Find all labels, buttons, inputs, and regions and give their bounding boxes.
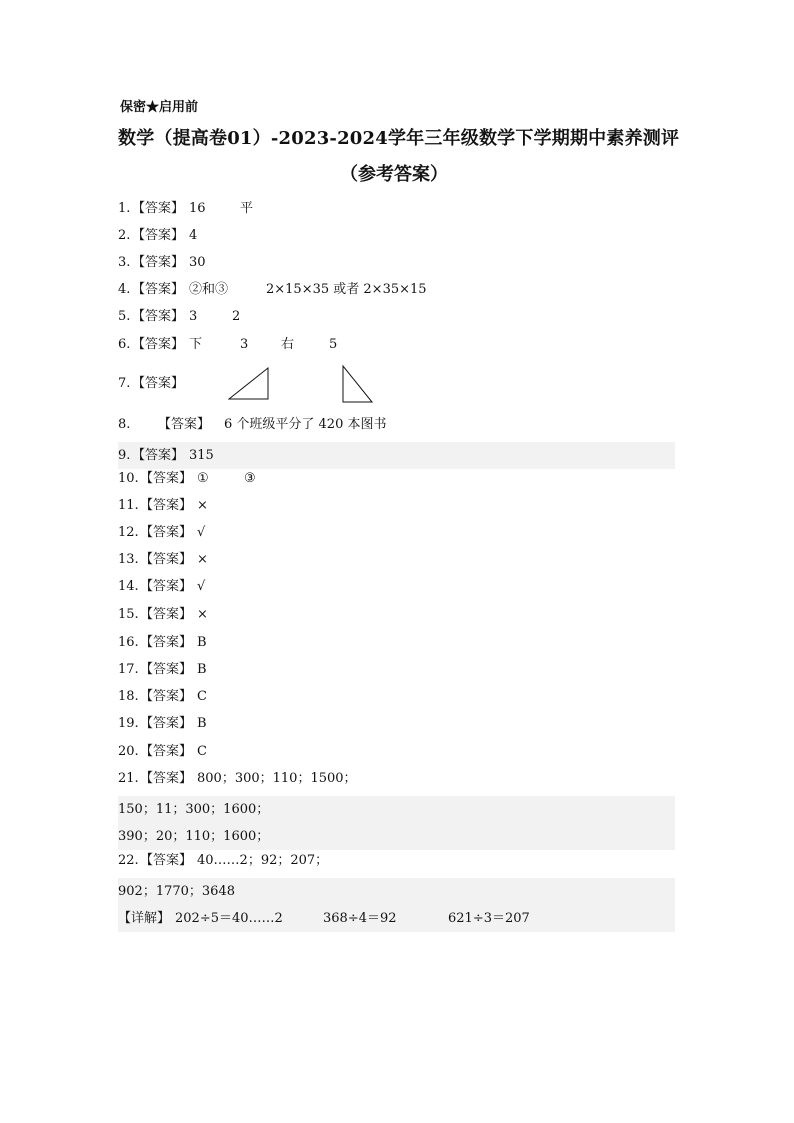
- answer-value: ①: [197, 471, 209, 486]
- answer-value: 2: [232, 309, 241, 324]
- answer-line-21-cont-1: [118, 796, 675, 823]
- detail-line-22: [118, 905, 675, 932]
- answer-line-15: [118, 601, 675, 628]
- question-number: 22.: [118, 853, 139, 868]
- answer-tag: 【答案】: [140, 498, 193, 513]
- answer-value: 右: [281, 337, 295, 352]
- answer-value: 5: [329, 337, 338, 352]
- answer-value: ②和③: [189, 282, 229, 297]
- answer-line-20: [118, 738, 675, 765]
- answer-line-5: [118, 303, 675, 330]
- answer-tag: 【答案】: [140, 579, 193, 594]
- answer-tag: 【答案】: [132, 337, 185, 352]
- answer-tag: 【答案】: [158, 417, 211, 432]
- answer-line-17: [118, 656, 675, 683]
- question-number: 9.: [118, 448, 131, 463]
- answer-tag: 【答案】: [140, 525, 193, 540]
- answer-line-22: [118, 847, 675, 874]
- answer-tag: 【答案】: [132, 282, 185, 297]
- question-number: 19.: [118, 716, 139, 731]
- detail-step: 202÷5＝40……2: [175, 911, 283, 926]
- detail-step: 368÷4＝92: [323, 911, 397, 926]
- answer-value: 40……2；92；207；: [197, 853, 329, 868]
- answer-line-13: [118, 546, 675, 573]
- answer-line-19: [118, 710, 675, 737]
- answer-value: 16: [189, 201, 206, 216]
- answer-tag: 【答案】: [140, 552, 193, 567]
- answer-value: √: [197, 579, 206, 594]
- answer-value: 下: [189, 337, 203, 352]
- answer-value: C: [197, 744, 207, 759]
- answer-value: B: [197, 635, 207, 650]
- question-number: 10.: [118, 471, 139, 486]
- question-number: 3.: [118, 255, 131, 270]
- answer-value: 150；11；300；1600；: [118, 802, 270, 817]
- answer-tag: 【答案】: [132, 255, 185, 270]
- answer-value: 315: [189, 448, 214, 463]
- answer-line-6: [118, 331, 675, 358]
- answer-line-3: [118, 249, 675, 276]
- answer-tag: 【答案】: [132, 309, 185, 324]
- answer-line-8: [118, 411, 675, 438]
- question-number: 7.: [118, 376, 131, 391]
- question-number: 2.: [118, 228, 131, 243]
- answer-line-16: [118, 629, 675, 656]
- answer-line-14: [118, 573, 675, 600]
- question-number: 16.: [118, 635, 139, 650]
- answer-value: 800；300；110；1500；: [197, 771, 357, 786]
- answer-tag: 【答案】: [140, 716, 193, 731]
- answer-tag: 【答案】: [140, 853, 193, 868]
- question-number: 13.: [118, 552, 139, 567]
- answer-value: 30: [189, 255, 206, 270]
- question-number: 20.: [118, 744, 139, 759]
- question-number: 18.: [118, 689, 139, 704]
- answer-value: B: [197, 716, 207, 731]
- answer-value: √: [197, 525, 206, 540]
- answer-tag: 【答案】: [132, 376, 185, 391]
- answer-line-12: [118, 519, 675, 546]
- answer-tag: 【答案】: [132, 448, 185, 463]
- answer-line-7: [118, 370, 675, 397]
- right-triangle-answer-1: [228, 366, 272, 402]
- answer-value: C: [197, 689, 207, 704]
- answer-tag: 【答案】: [140, 635, 193, 650]
- answer-value: 2×15×35 或者 2×35×15: [266, 282, 427, 297]
- question-number: 8.: [118, 417, 131, 432]
- answer-line-21-cont-2: [118, 823, 675, 850]
- answer-tag: 【答案】: [140, 771, 193, 786]
- question-number: 14.: [118, 579, 139, 594]
- question-number: 11.: [118, 498, 139, 513]
- page-title: 数学（提高卷01）-2023-2024学年三年级数学下学期期中素养测评: [118, 128, 680, 149]
- answer-line-11: [118, 492, 675, 519]
- question-number: 21.: [118, 771, 139, 786]
- answer-value: B: [197, 662, 207, 677]
- answer-tag: 【答案】: [132, 228, 185, 243]
- answer-value: 平: [240, 201, 254, 216]
- question-number: 1.: [118, 201, 131, 216]
- answer-tag: 【答案】: [140, 607, 193, 622]
- answer-value: ×: [197, 498, 208, 513]
- answer-value: 3: [240, 337, 249, 352]
- answer-line-2: [118, 222, 675, 249]
- answer-line-22-cont: [118, 878, 675, 905]
- answer-value: ×: [197, 552, 208, 567]
- answer-value: 6 个班级平分了 420 本图书: [224, 417, 387, 432]
- detail-step: 621÷3＝207: [448, 911, 530, 926]
- answer-line-1: [118, 195, 675, 222]
- question-number: 6.: [118, 337, 131, 352]
- answer-value: 390；20；110；1600；: [118, 829, 270, 844]
- answer-value: 4: [189, 228, 198, 243]
- answer-value: ③: [244, 471, 256, 486]
- answer-line-18: [118, 683, 675, 710]
- detail-tag: 【详解】: [118, 911, 171, 926]
- right-triangle-answer-2: [340, 364, 376, 404]
- question-number: 4.: [118, 282, 131, 297]
- answer-tag: 【答案】: [140, 471, 193, 486]
- confidential-label: 保密★启用前: [120, 100, 199, 115]
- question-number: 12.: [118, 525, 139, 540]
- answer-line-21: [118, 765, 675, 792]
- answer-value: ×: [197, 607, 208, 622]
- question-number: 5.: [118, 309, 131, 324]
- question-number: 17.: [118, 662, 139, 677]
- answer-line-4: [118, 276, 675, 303]
- page-subtitle: （参考答案）: [340, 164, 448, 185]
- question-number: 15.: [118, 607, 139, 622]
- answer-value: 902；1770；3648: [118, 884, 235, 899]
- answer-tag: 【答案】: [140, 689, 193, 704]
- answer-tag: 【答案】: [132, 201, 185, 216]
- answer-line-10: [118, 465, 675, 492]
- answer-tag: 【答案】: [140, 744, 193, 759]
- answer-value: 3: [189, 309, 198, 324]
- answer-tag: 【答案】: [140, 662, 193, 677]
